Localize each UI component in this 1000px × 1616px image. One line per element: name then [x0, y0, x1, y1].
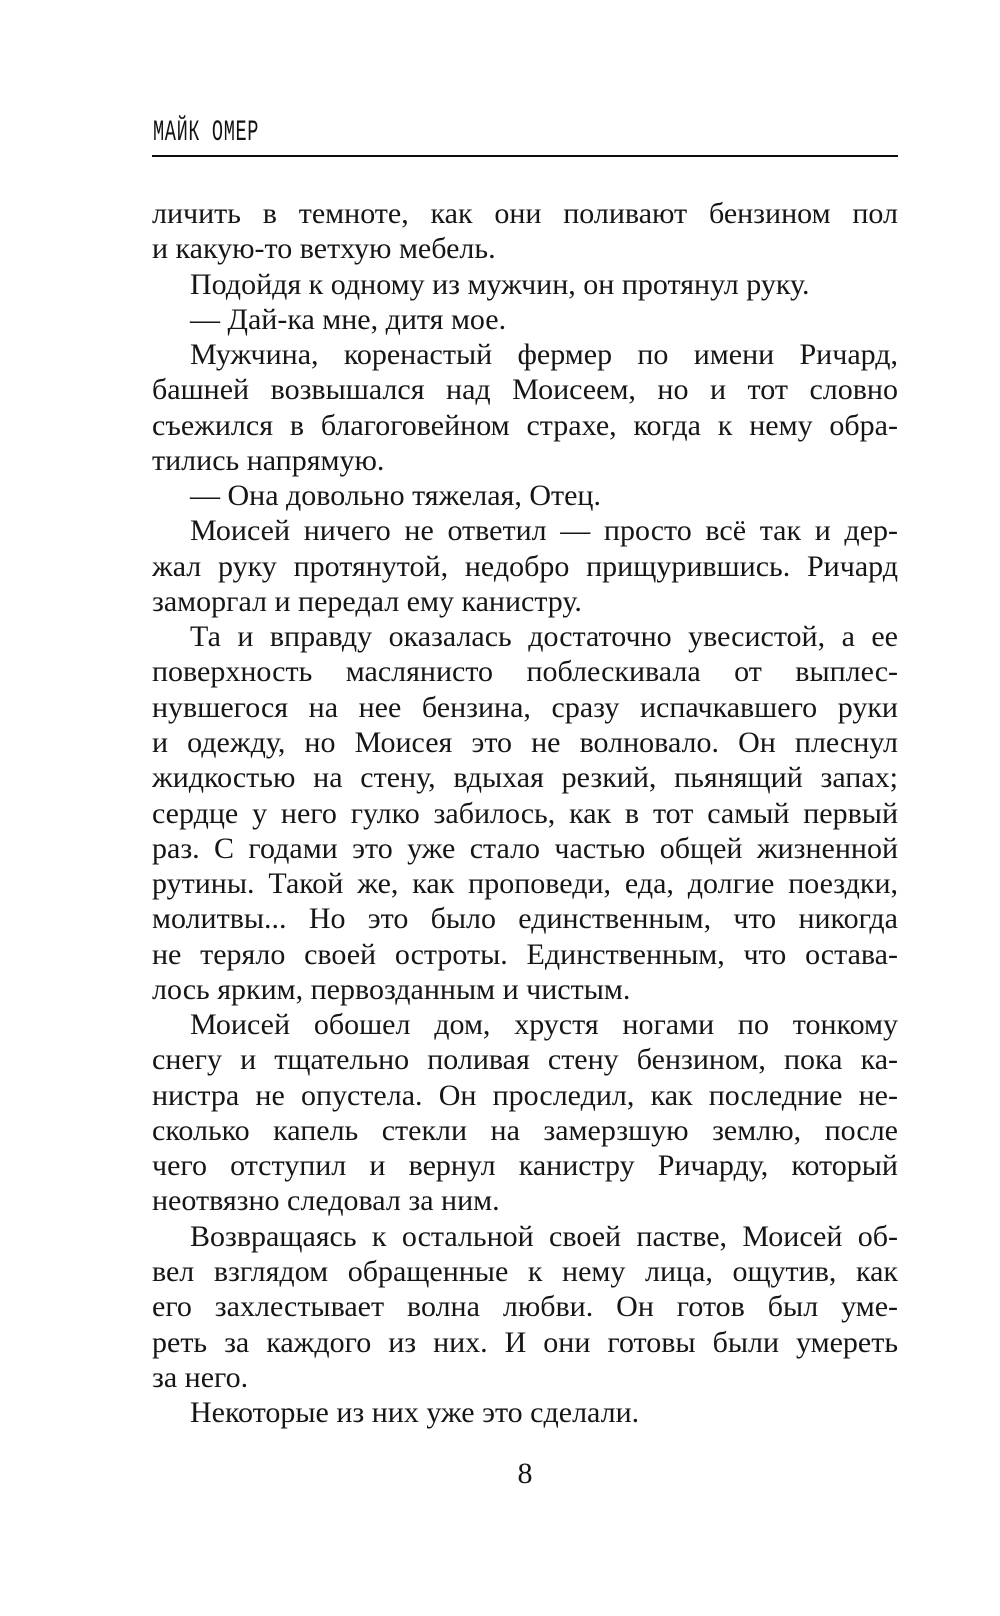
text-line: сколько капель стекли на замерзшую землю, после [152, 1113, 898, 1147]
text-line: нистра не опустела. Он проследил, как последние не- [152, 1078, 898, 1112]
text-line: съежился в благоговейном страхе, когда к нему обра- [152, 408, 898, 442]
text-block [152, 196, 898, 1430]
text-line: чего отступил и вернул канистру Ричарду, который [152, 1149, 898, 1183]
text-line: реть за каждого из них. И они готовы были умереть [152, 1325, 898, 1359]
text-line: неотвязно следовал за ним. [152, 1184, 500, 1218]
text-line: снегу и тщательно поливая стену бензином, пока ка- [152, 1043, 898, 1077]
text-line: вел взглядом обращенные к нему лица, ощутив, как [152, 1254, 898, 1288]
text-line: его захлестывает волна любви. Он готов был уме- [152, 1290, 898, 1324]
text-line: Моисей обошел дом, хрустя ногами по тонкому [190, 1008, 898, 1042]
text-line: поверхность маслянисто поблескивала от выплес- [152, 655, 898, 689]
text-line: личить в темноте, как они поливают бензином пол [152, 197, 898, 230]
text-line: Мужчина, коренастый фермер по имени Ричард, [190, 338, 898, 372]
page-number: 8 [517, 1457, 533, 1490]
text-line: — Она довольно тяжелая, Отец. [190, 479, 601, 513]
text-line: заморгал и передал ему канистру. [152, 584, 582, 618]
text-line: жидкостью на стену, вдыхая резкий, пьянящий запах; [152, 761, 898, 795]
text-line: Некоторые из них уже это сделали. [190, 1396, 640, 1430]
text-line: нувшегося на нее бензина, сразу испачкавшего руки [152, 690, 898, 724]
text-line: Возвращаясь к остальной своей пастве, Моисей об- [190, 1219, 898, 1253]
text-line: и какую-то ветхую мебель. [152, 232, 496, 266]
text-line: Та и вправду оказалась достаточно увесистой, а ее [190, 620, 898, 654]
running-header: МАЙК ОМЕР [153, 116, 260, 150]
text-line: и одежду, но Моисея это не волновало. Он плеснул [152, 725, 898, 759]
text-line: Моисей ничего не ответил — просто всё так и дер- [190, 514, 898, 548]
text-line: башней возвышался над Моисеем, но и тот словно [152, 373, 898, 407]
text-line: молитвы... Но это было единственным, что никогда [152, 902, 898, 936]
text-line: — Дай-ка мне, дитя мое. [190, 302, 507, 336]
text-line: раз. С годами это уже стало частью общей жизненной [152, 831, 898, 865]
text-line: тились напрямую. [152, 443, 385, 477]
text-line: сердце у него гулко забилось, как в тот самый первый [152, 796, 898, 830]
text-line: за него. [152, 1360, 249, 1394]
header-rule-divider [152, 155, 898, 157]
text-line: лось ярким, первозданным и чистым. [152, 972, 631, 1006]
text-line: рутины. Такой же, как проповеди, еда, долгие поездки, [152, 867, 898, 901]
text-line: не теряло своей остроты. Единственным, что остава- [152, 937, 898, 971]
text-line: Подойдя к одному из мужчин, он протянул руку. [190, 267, 810, 301]
text-line: жал руку протянутой, недобро прищурившись. Ричард [152, 549, 898, 583]
